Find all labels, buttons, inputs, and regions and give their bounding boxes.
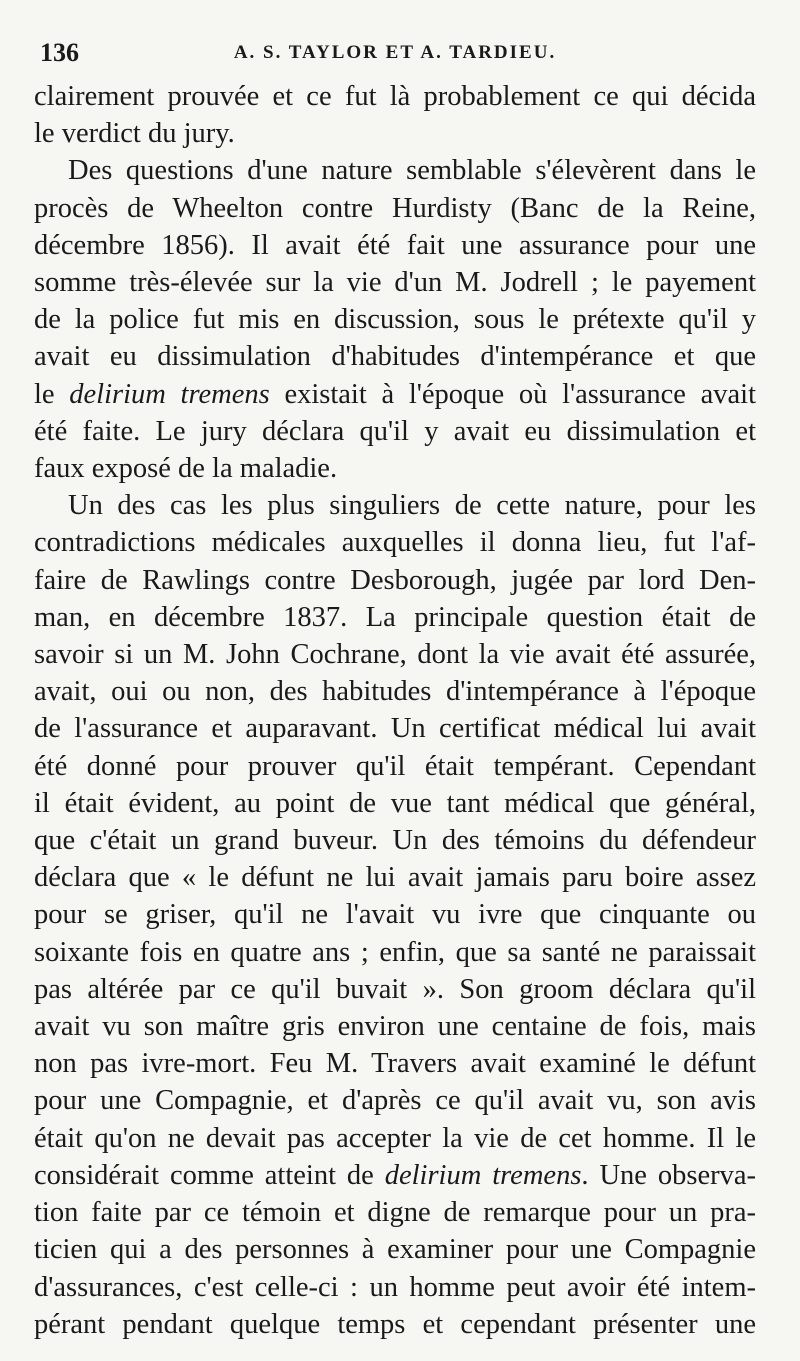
text-line: Un des cas les plus singuliers de cette nature, pour les	[68, 490, 756, 522]
text-line: tion faite par ce témoin et digne de remarque pour un pra-	[34, 1197, 756, 1229]
text-line: pour se griser, qu'il ne l'avait vu ivre que cinquante ou	[34, 899, 756, 931]
italic-term: delirium tremens	[69, 378, 270, 410]
text-line: contradictions médicales auxquelles il donna lieu, fut l'af-	[34, 527, 756, 559]
text-line: man, en décembre 1837. La principale question était de	[34, 601, 756, 633]
text-line: été faite. Le jury déclara qu'il y avait eu dissimulation et	[34, 415, 756, 447]
paragraph-3	[34, 487, 756, 1343]
text-line: avait vu son maître gris environ une centaine de fois, mais	[34, 1011, 756, 1043]
running-title: A. S. TAYLOR ET A. TARDIEU.	[233, 42, 557, 63]
text-line: ticien qui a des personnes à examiner pour une Compagnie	[34, 1234, 756, 1266]
text-line: d'assurances, c'est celle-ci : un homme peut avoir été intem-	[34, 1271, 756, 1303]
text-line: pas altérée par ce qu'il buvait ». Son groom déclara qu'il	[34, 973, 756, 1005]
text-line: il était évident, au point de vue tant médical que général,	[34, 787, 756, 819]
paragraph-1	[34, 78, 756, 152]
body-text	[34, 78, 756, 1343]
text-line: de l'assurance et auparavant. Un certificat médical lui avait	[34, 713, 756, 745]
text-line: de la police fut mis en discussion, sous le prétexte qu'il y	[34, 304, 756, 336]
text-line: été donné pour prouver qu'il était tempérant. Cependant	[34, 750, 756, 782]
paragraph-2	[34, 152, 756, 487]
text-line: clairement prouvée et ce fut là probablement ce qui décida	[34, 81, 756, 112]
text-line: que c'était un grand buveur. Un des témoins du défendeur	[34, 825, 756, 857]
text-line: décembre 1856). Il avait été fait une assurance pour une	[34, 229, 756, 261]
text-line: somme très-élevée sur la vie d'un M. Jodrell ; le payement	[34, 267, 756, 299]
text-line: déclara que « le défunt ne lui avait jamais paru boire assez	[34, 862, 756, 894]
text-line: le verdict du jury.	[34, 118, 235, 150]
text-line: faire de Rawlings contre Desborough, jugée par lord Den-	[34, 564, 756, 596]
text-line: était qu'on ne devait pas accepter la vie de cet homme. Il le	[34, 1122, 756, 1154]
text-line: non pas ivre-mort. Feu M. Travers avait examiné le défunt	[34, 1048, 756, 1080]
page-number: 136	[40, 38, 79, 67]
italic-term: delirium tremens	[384, 1159, 582, 1191]
text-line: faux exposé de la maladie.	[34, 453, 338, 485]
text-line: Des questions d'une nature semblable s'élevèrent dans le	[68, 155, 756, 187]
text-line-with-italic: le delirium tremens existait à l'époque où l'assurance avait	[34, 378, 756, 410]
text-line: procès de Wheelton contre Hurdisty (Banc de la Reine,	[34, 192, 756, 224]
text-line: savoir si un M. John Cochrane, dont la vie avait été assurée,	[34, 639, 756, 671]
text-line-with-italic: considérait comme atteint de delirium tremens. Une observa-	[34, 1159, 756, 1191]
text-line: pérant pendant quelque temps et cependant présenter une	[34, 1308, 756, 1340]
text-line: avait eu dissimulation d'habitudes d'intempérance et que	[34, 341, 756, 373]
running-head	[34, 32, 756, 74]
text-line: soixante fois en quatre ans ; enfin, que sa santé ne paraissait	[34, 936, 756, 968]
text-line: pour une Compagnie, et d'après ce qu'il avait vu, son avis	[34, 1085, 756, 1117]
text-line: avait, oui ou non, des habitudes d'intempérance à l'époque	[34, 676, 756, 708]
